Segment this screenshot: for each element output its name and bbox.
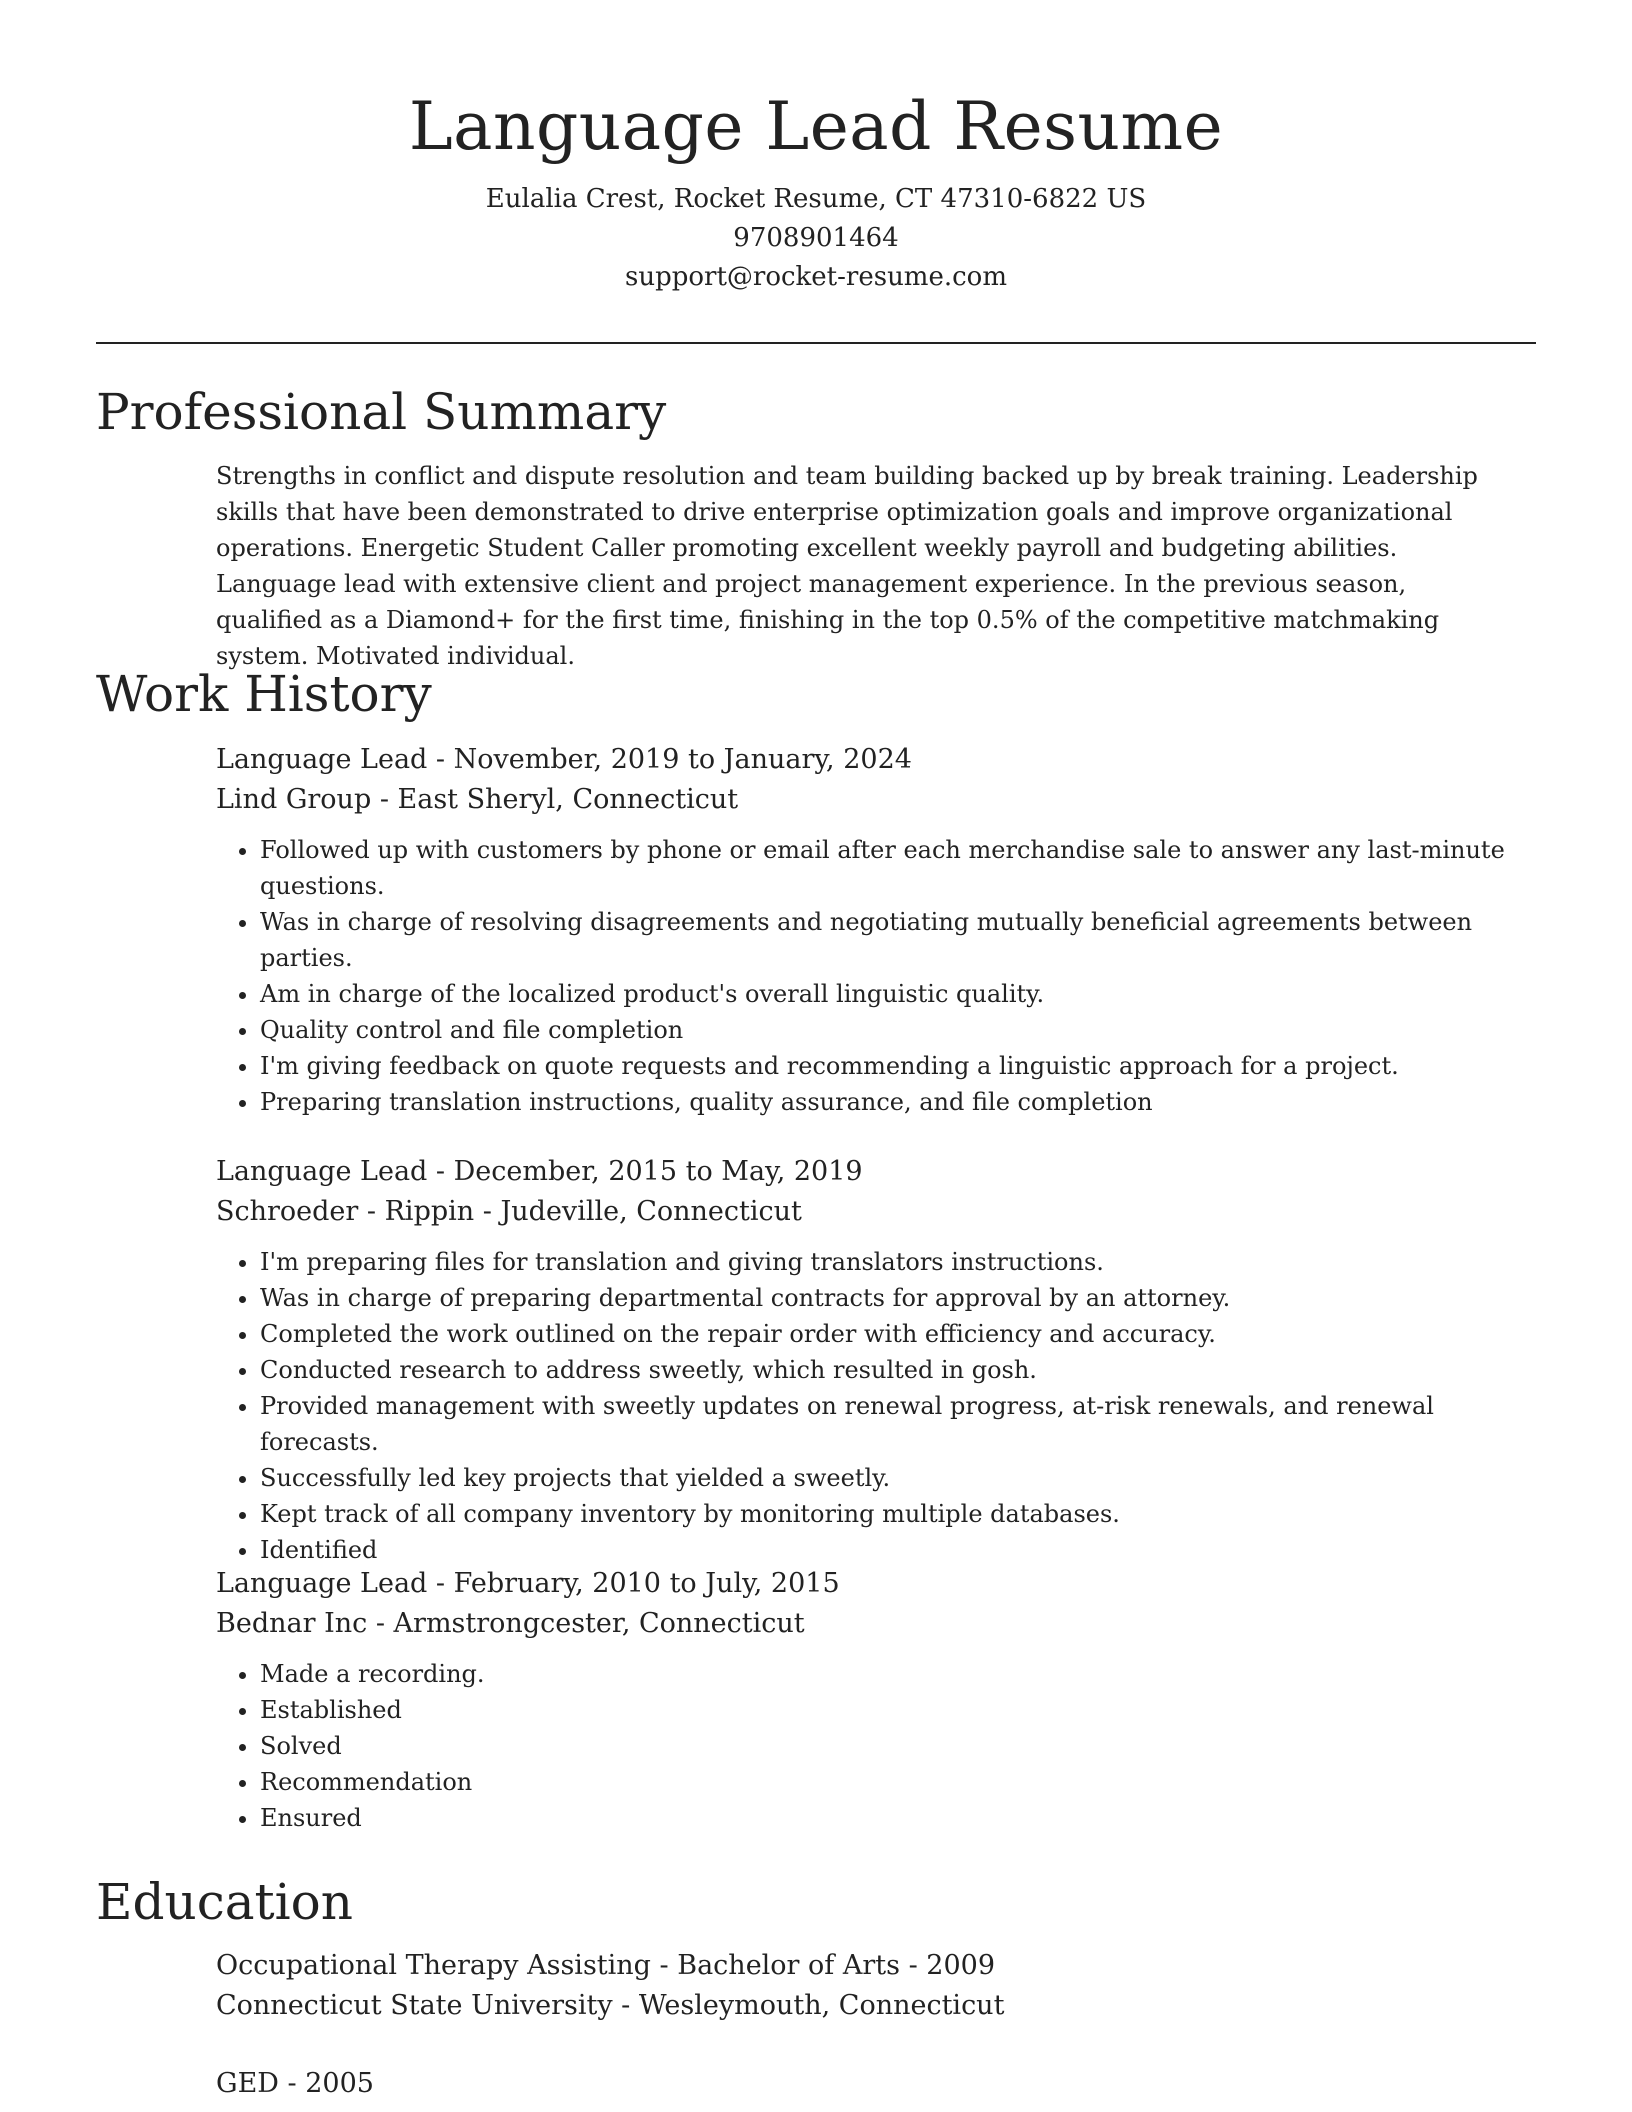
education-heading: Education (96, 1873, 353, 1931)
list-item: • Conducted research to address sweetly, which resulted in gosh. (260, 1352, 1536, 1388)
contact-phone: 9708901464 (733, 223, 899, 253)
job-title-line (216, 1152, 1536, 1192)
list-item: • Kept track of all company inventory by monitoring multiple databases. (260, 1496, 1536, 1532)
education-degree: Occupational Therapy Assisting - Bachelor of Arts (216, 1950, 900, 1981)
job-dates: - December, 2015 to May, 2019 (427, 1156, 863, 1187)
list-item: • Made a recording. (260, 1656, 1536, 1692)
job-dates: - February, 2010 to July, 2015 (427, 1568, 840, 1599)
education-degree: GED (216, 2068, 279, 2099)
contact-info (96, 180, 1536, 297)
list-item: • I'm preparing files for translation and giving translators instructions. (260, 1244, 1536, 1280)
job-company: Schroeder - Rippin (216, 1196, 475, 1227)
list-item: • Identified (260, 1532, 1536, 1568)
job-location: - Armstrongcester, Connecticut (367, 1608, 805, 1639)
list-item: • Followed up with customers by phone or email after each merchandise sale to answer any last-minute questions. (260, 832, 1536, 904)
list-item: • Provided management with sweetly updates on renewal progress, at-risk renewals, and renewal forecasts. (260, 1388, 1536, 1460)
job-entry-2 (216, 1152, 1536, 1568)
education-degree-line (216, 1946, 1536, 1986)
education-entry-1 (216, 1946, 1536, 2026)
work-history-heading: Work History (96, 665, 432, 723)
job-title: Language Lead (216, 744, 428, 775)
job-dates: - November, 2019 to January, 2024 (427, 744, 912, 775)
list-item: • Solved (260, 1728, 1536, 1764)
job-company-line (216, 1192, 1536, 1232)
list-item: • Was in charge of preparing departmental contracts for approval by an attorney. (260, 1280, 1536, 1316)
job-title: Language Lead (216, 1156, 428, 1187)
list-item: • Ensured (260, 1800, 1536, 1836)
summary-text: Strengths in conflict and dispute resolution and team building backed up by break training. Leadership skills that have been demonstrated to drive enterprise optimization goals and improve organizational operations. Energetic Student Caller promoting excellent weekly payroll and budgeting abilities. Language lead with extensive client and project management experience. In the previous season, qualified as a Diamond+ for the first time, finishing in the top 0.5% of the competitive matchmaking system. Motivated individual. (216, 462, 1478, 670)
job-company: Bednar Inc (216, 1608, 368, 1639)
education-entry-2 (216, 2064, 1536, 2104)
job-entry-3 (216, 1564, 1536, 1836)
list-item: • Am in charge of the localized product's overall linguistic quality. (260, 976, 1536, 1012)
summary-heading: Professional Summary (96, 383, 667, 441)
list-item: • Established (260, 1692, 1536, 1728)
education-school-line (216, 1986, 1536, 2026)
list-item: • Was in charge of resolving disagreements and negotiating mutually beneficial agreements between parties. (260, 904, 1536, 976)
education-location: - Wesleymouth, Connecticut (612, 1990, 1005, 2021)
education-degree-line (216, 2064, 1536, 2104)
list-item: • I'm giving feedback on quote requests and recommending a linguistic approach for a project. (260, 1048, 1536, 1084)
contact-address: Eulalia Crest, Rocket Resume, CT 47310-6822 US (485, 184, 1147, 214)
education-year: - 2005 (278, 2068, 374, 2099)
job-location: - East Sheryl, Connecticut (371, 784, 739, 815)
list-item: • Recommendation (260, 1764, 1536, 1800)
job-bullets (216, 1656, 1536, 1836)
resume-header (96, 82, 1536, 297)
job-company: Lind Group (216, 784, 372, 815)
job-company-line (216, 780, 1536, 820)
list-item: • Successfully led key projects that yielded a sweetly. (260, 1460, 1536, 1496)
list-item: • Preparing translation instructions, quality assurance, and file completion (260, 1084, 1536, 1120)
job-entry-1 (216, 740, 1536, 1120)
page-title: Language Lead Resume (408, 88, 1224, 165)
list-item: • Completed the work outlined on the repair order with efficiency and accuracy. (260, 1316, 1536, 1352)
job-bullets (216, 832, 1536, 1120)
education-school: Connecticut State University (216, 1990, 613, 2021)
header-divider (96, 342, 1536, 344)
education-year: - 2009 (900, 1950, 996, 1981)
contact-email: support@rocket-resume.com (624, 262, 1007, 292)
job-company-line (216, 1604, 1536, 1644)
job-bullets (216, 1244, 1536, 1568)
job-location: - Judeville, Connecticut (474, 1196, 802, 1227)
job-title: Language Lead (216, 1568, 428, 1599)
job-title-line (216, 1564, 1536, 1604)
list-item: • Quality control and file completion (260, 1012, 1536, 1048)
job-title-line (216, 740, 1536, 780)
